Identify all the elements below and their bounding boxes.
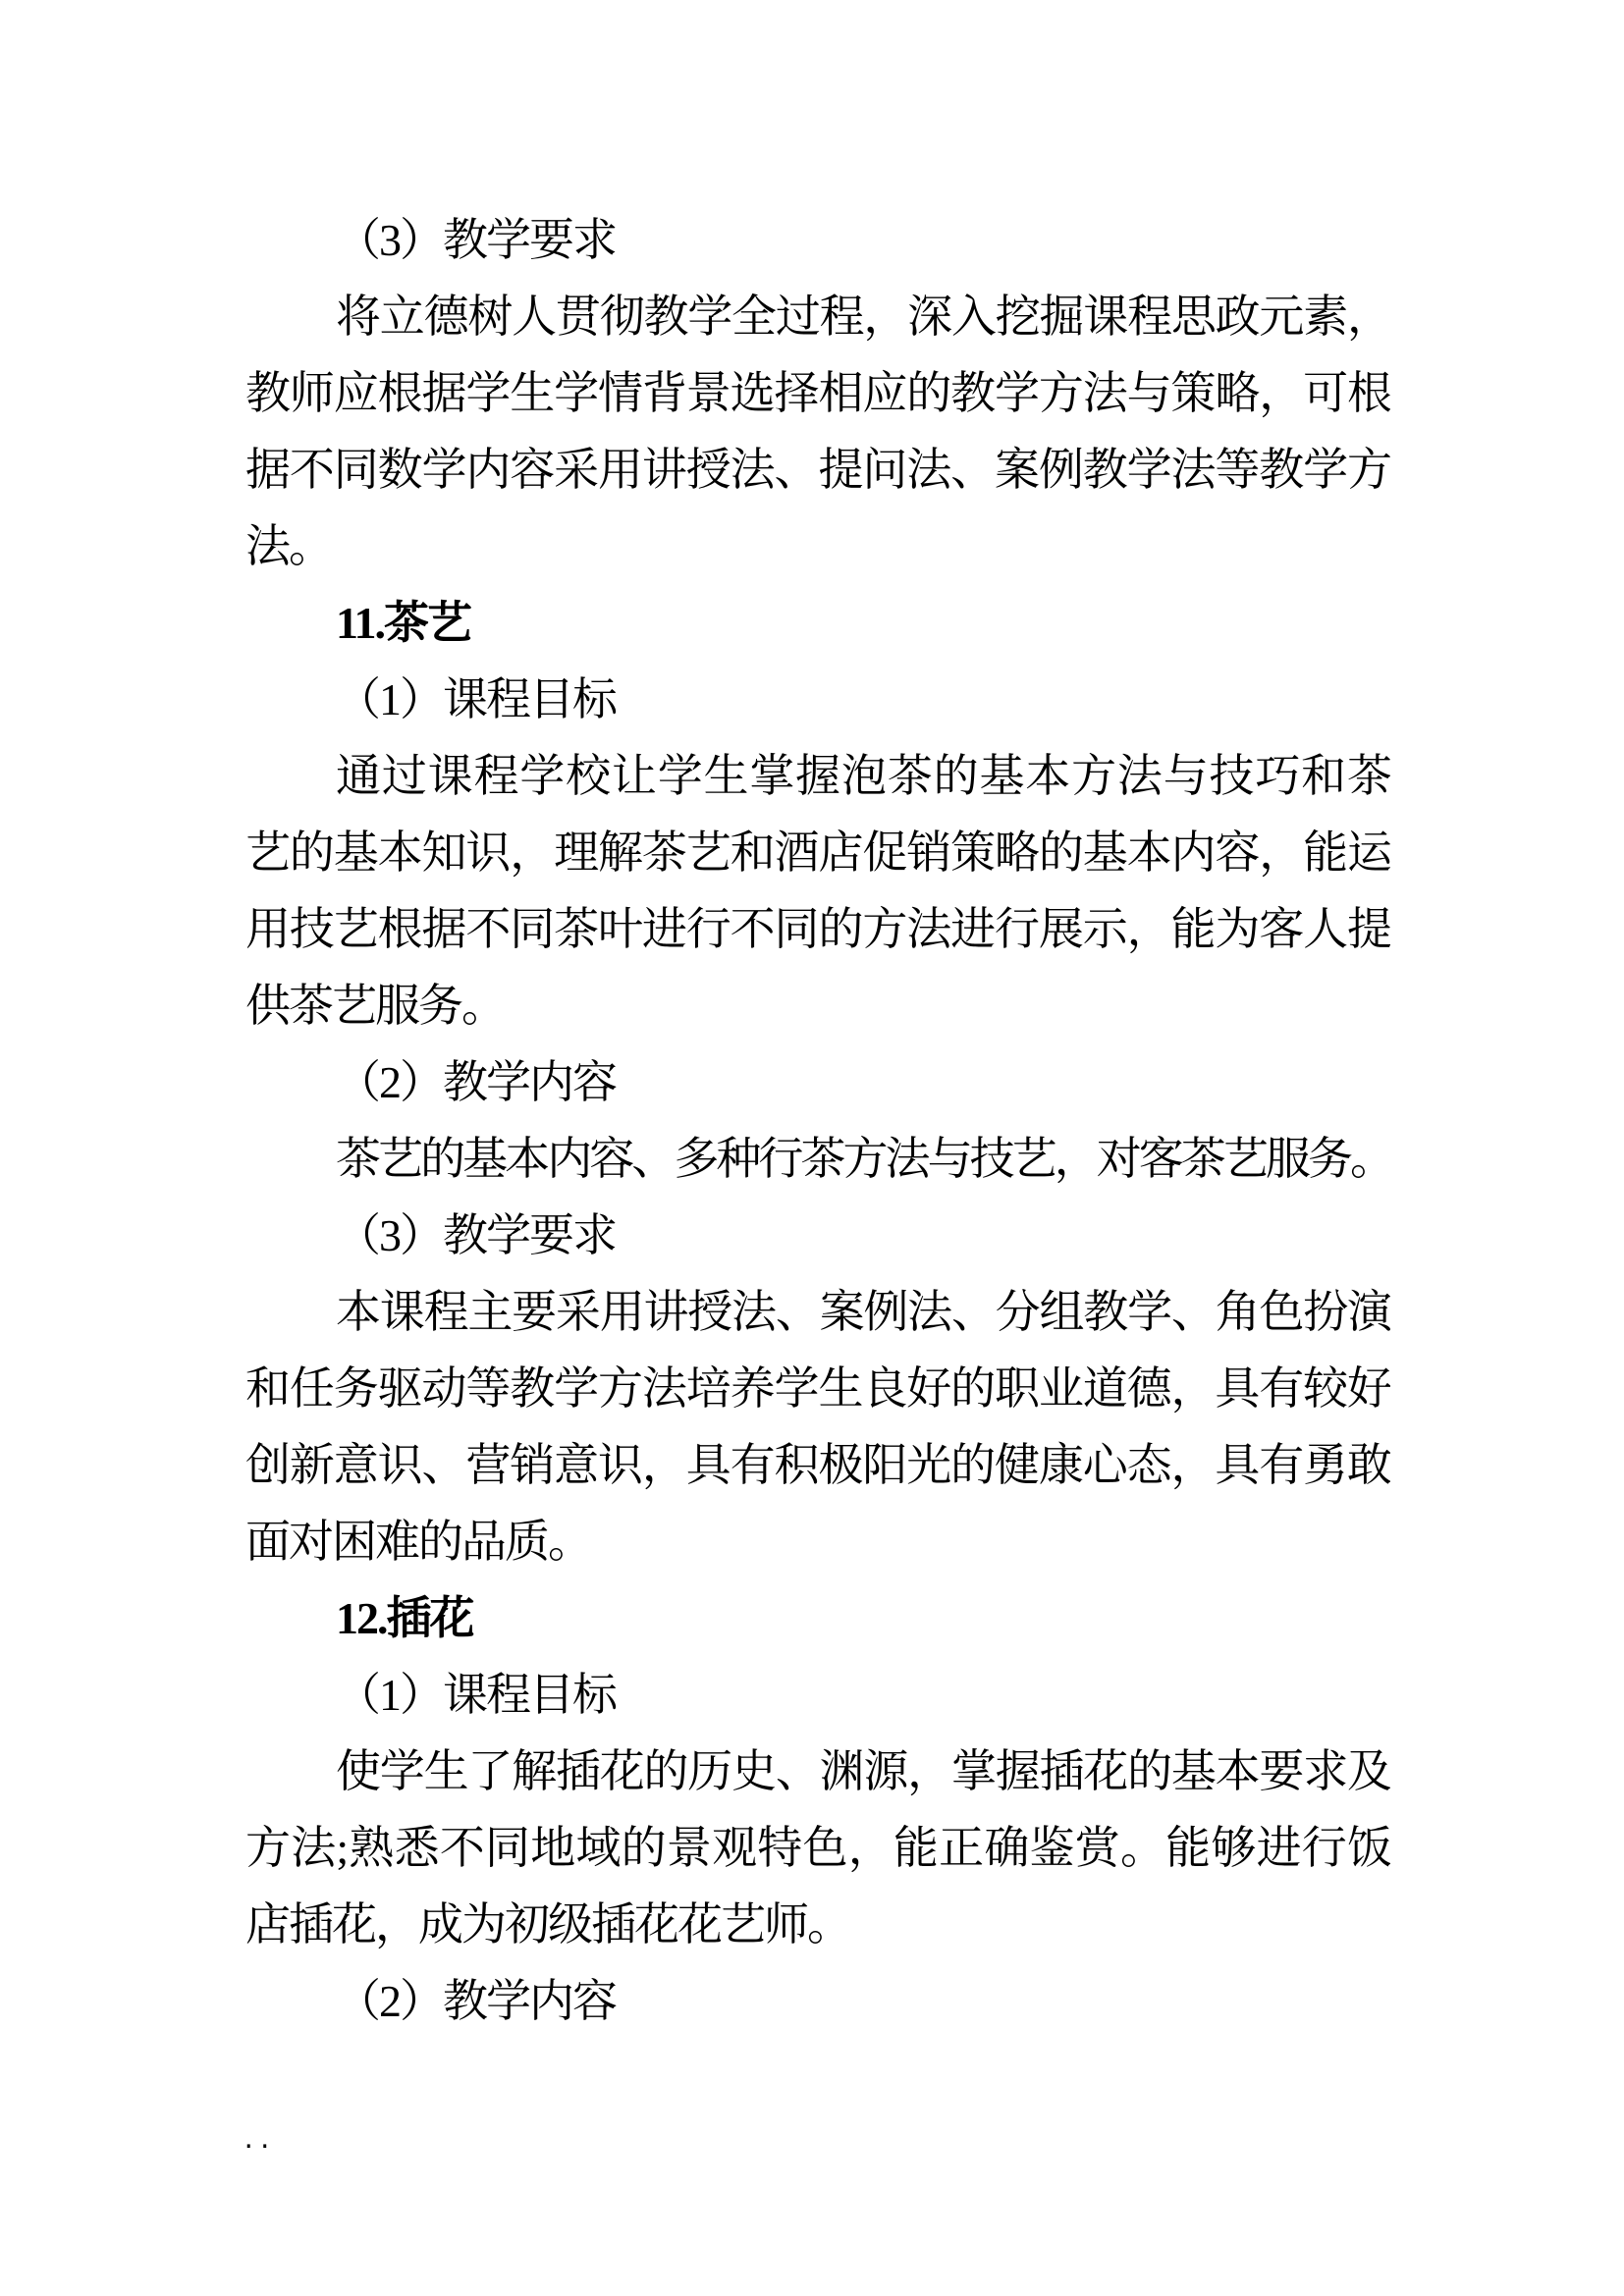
heading-line: 12.插花 [336,1593,473,1643]
text-line: 法。 [245,521,332,571]
text-line: 使学生了解插花的历史、渊源，掌握插花的基本要求及 [336,1746,1390,1796]
text-line: 茶艺的基本内容、多种行茶方法与技艺，对客茶艺服务。 [336,1134,1390,1184]
text-line: （3）教学要求 [336,1210,616,1260]
text-line: 店插花，成为初级插花花艺师。 [245,1899,850,1949]
text-line: 据不同数学内容采用讲授法、提问法、案例教学法等教学方 [245,445,1390,495]
text-line: 创新意识、营销意识，具有积极阳光的健康心态，具有勇敢 [245,1440,1390,1490]
text-line: （1）课程目标 [336,674,616,724]
text-line: 将立德树人贯彻教学全过程，深入挖掘课程思政元素， [336,292,1390,342]
text-line: 本课程主要采用讲授法、案例法、分组教学、角色扮演 [336,1287,1390,1337]
text-line: 通过课程学校让学生掌握泡茶的基本方法与技巧和茶 [336,751,1390,801]
text-line: （3）教学要求 [336,215,616,265]
footer-mark: .. [242,2126,274,2154]
text-line: 供茶艺服务。 [245,981,505,1031]
text-line: 和任务驱动等教学方法培养学生良好的职业道德，具有较好 [245,1363,1390,1414]
document-text-block [245,202,1390,2040]
text-line: 艺的基本知识，理解茶艺和酒店促销策略的基本内容，能运 [245,828,1390,878]
text-line: （2）教学内容 [336,1057,616,1107]
text-line: 方法;熟悉不同地域的景观特色，能正确鉴赏。能够进行饭 [245,1823,1390,1873]
text-line: 用技艺根据不同茶叶进行不同的方法进行展示，能为客人提 [245,904,1390,954]
text-line: 面对困难的品质。 [245,1517,591,1567]
text-line: （1）课程目标 [336,1670,616,1720]
text-line: 教师应根据学生学情背景选择相应的教学方法与策略，可根 [245,368,1390,418]
heading-line: 11.茶艺 [336,598,470,648]
text-line: （2）教学内容 [336,1976,616,2026]
